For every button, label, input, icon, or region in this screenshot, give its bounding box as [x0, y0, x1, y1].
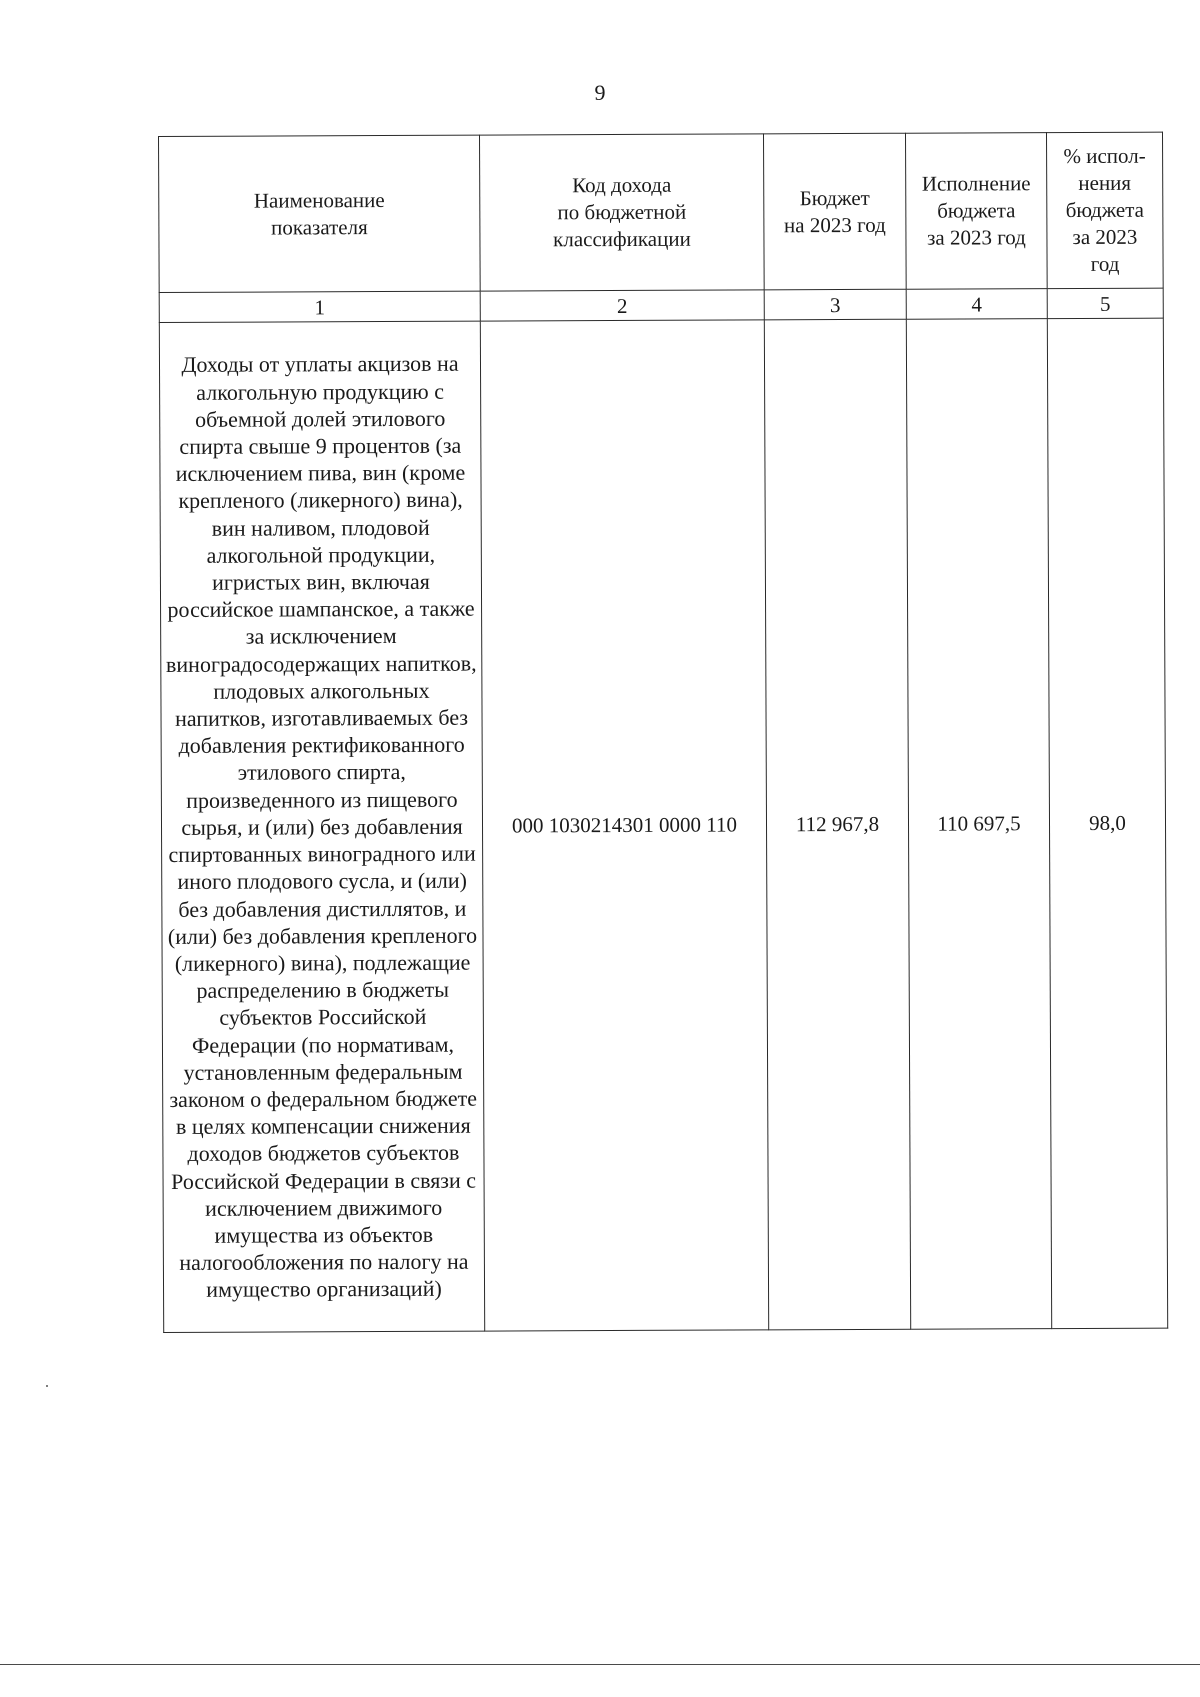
budget-table [158, 132, 1168, 1333]
page-number: 9 [594, 80, 606, 105]
column-number: 3 [764, 289, 906, 320]
execution-percent-cell: 98,0 [1047, 318, 1167, 1328]
column-number: 2 [480, 290, 764, 321]
execution-value-cell: 110 697,5 [906, 319, 1051, 1330]
column-number: 1 [159, 291, 480, 322]
header-indicator-name: Наименование показателя [159, 135, 481, 292]
scan-bottom-edge-line [0, 1664, 1200, 1665]
header-execution-percent: % испол- нения бюджета за 2023 год [1046, 132, 1163, 289]
scan-speck [46, 1385, 48, 1387]
income-code-cell: 000 1030214301 0000 110 [480, 320, 768, 1331]
column-number: 4 [906, 289, 1047, 320]
header-execution-2023: Исполнение бюджета за 2023 год [905, 133, 1047, 290]
header-income-code: Код дохода по бюджетной классификации [479, 134, 764, 291]
indicator-name-cell: Доходы от уплаты акцизов на алкогольную продукцию с объемной долей этилового спирта свыше 9 процентов (за исключением пива, вин (кроме крепленого (ликерного) вина), вин наливом, плодовой алкогольной продукции, игристых вин, включая российское шампанское, а также за исключением виноградосодержащих напитков, плодовых алкогольных напитков, изготавливаемых без добавления ректификованного этилового спирта, произведенного из пищевого сырья, и (или) без добавления спиртованных виноградного или иного плодового сусла, и (или) без добавления дистиллятов, и (или) без добавления крепленого (ликерного) вина), подлежащие распределению в бюджеты субъектов Российской Федерации (по нормативам, установленным федеральным законом о федеральном бюджете в целях компенсации снижения доходов бюджетов субъектов Российской Федерации в связи с исключением движимого имущества из объектов налогообложения по налогу на имущество организаций) [159, 321, 484, 1332]
table-header-row [159, 132, 1164, 292]
header-budget-2023: Бюджет на 2023 год [763, 133, 906, 290]
column-number-row [159, 288, 1163, 322]
table-row [159, 318, 1167, 1332]
budget-value-cell: 112 967,8 [764, 319, 910, 1330]
column-number: 5 [1047, 288, 1163, 319]
